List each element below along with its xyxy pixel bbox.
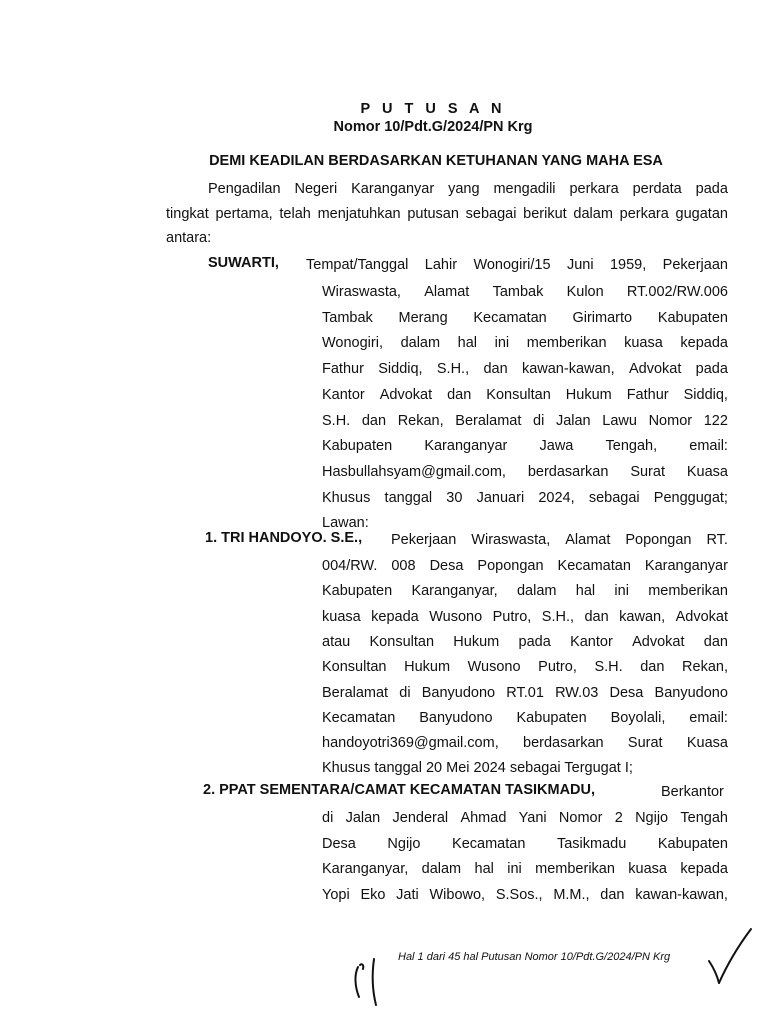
party2-line: atau Konsultan Hukum pada Kantor Advokat dan (322, 633, 728, 650)
document-title: P U T U S A N (360, 101, 506, 117)
intro-line-1: Pengadilan Negeri Karanganyar yang mengadili perkara perdata pada (208, 181, 728, 197)
party3-line: Yopi Eko Jati Wibowo, S.Sos., M.M., dan kawan-kawan, (322, 886, 728, 903)
party3-line: Desa Ngijo Kecamatan Tasikmadu Kabupaten (322, 835, 728, 852)
party1-line: Kabupaten Karanganyar Jawa Tengah, email: (322, 438, 728, 455)
party2-line: Beralamat di Banyudono RT.01 RW.03 Desa Banyudono (322, 684, 728, 701)
party2-line: Khusus tanggal 20 Mei 2024 sebagai Tergugat I; (322, 760, 633, 777)
party3-line: Karanganyar, dalam hal ini memberikan kuasa kepada (322, 861, 728, 877)
party1-line: Tambak Merang Kecamatan Girimarto Kabupaten (322, 309, 728, 326)
party2-line: Kabupaten Karanganyar, dalam hal ini memberikan (322, 583, 728, 600)
party1-line: Khusus tanggal 30 Januari 2024, sebagai Penggugat; (322, 489, 728, 506)
party-3-name: 2. PPAT SEMENTARA/CAMAT KECAMATAN TASIKMADU, (203, 782, 596, 798)
party2-line: handoyotri369@gmail.com, berdasarkan Surat Kuasa (322, 735, 728, 752)
party1-line: Hasbullahsyam@gmail.com, berdasarkan Surat Kuasa (322, 463, 728, 480)
party1-line: Fathur Siddiq, S.H., dan kawan-kawan, Advokat pada (322, 361, 728, 378)
party2-line: Konsultan Hukum Wusono Putro, S.H. dan Rekan, (322, 659, 728, 676)
party-1-first-line: Tempat/Tanggal Lahir Wonogiri/15 Juni 1959, Pekerjaan (306, 257, 728, 273)
party1-line: Wiraswasta, Alamat Tambak Kulon RT.002/RW.006 (322, 284, 728, 300)
intro-line-2: tingkat pertama, telah menjatuhkan putusan sebagai berikut dalam perkara gugatan (166, 206, 728, 222)
party-2-name: 1. TRI HANDOYO. S.E., (205, 530, 363, 546)
case-number: Nomor 10/Pdt.G/2024/PN Krg (333, 119, 533, 135)
party-2-first-line: Pekerjaan Wiraswasta, Alamat Popongan RT. (391, 532, 728, 548)
irah-irah: DEMI KEADILAN BERDASARKAN KETUHANAN YANG MAHA ESA (209, 153, 663, 169)
party2-line: Kecamatan Banyudono Kabupaten Boyolali, email: (322, 709, 728, 726)
party1-line: Wonogiri, dalam hal ini memberikan kuasa kepada (322, 335, 728, 352)
party3-line: di Jalan Jenderal Ahmad Yani Nomor 2 Ngijo Tengah (322, 810, 728, 826)
party2-line: kuasa kepada Wusono Putro, S.H., dan kawan, Advokat (322, 608, 728, 625)
party1-line: Kantor Advokat dan Konsultan Hukum Fathur Siddiq, (322, 386, 728, 403)
initial-signature-right (705, 925, 755, 985)
initial-signature-left (350, 955, 390, 1010)
party2-line: 004/RW. 008 Desa Popongan Kecamatan Karanganyar (322, 558, 728, 574)
intro-line-3: antara: (166, 230, 212, 246)
page-footer: Hal 1 dari 45 hal Putusan Nomor 10/Pdt.G/2024/PN Krg (398, 951, 671, 963)
party-1-name: SUWARTI, (208, 255, 279, 271)
party1-line: S.H. dan Rekan, Beralamat di Jalan Lawu Nomor 122 (322, 412, 728, 429)
party-3-first-line: Berkantor (661, 784, 724, 800)
party1-line: Lawan: (322, 515, 369, 532)
